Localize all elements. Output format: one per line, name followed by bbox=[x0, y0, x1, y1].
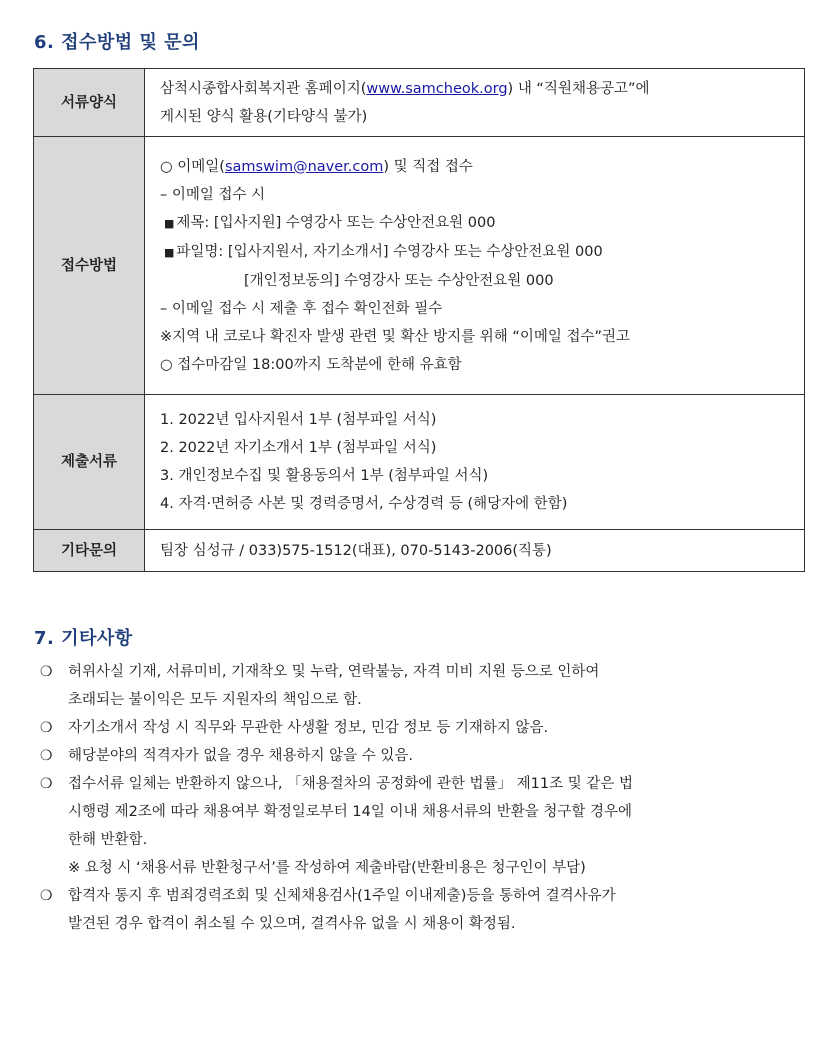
subject-format: 제목: [입사지원] 수영강사 또는 수상안전요원 000 bbox=[176, 214, 496, 231]
note-text: 초래되는 불이익은 모두 지원자의 책임으로 함. bbox=[68, 692, 362, 708]
method-line: ※지역 내 코로나 확진자 발생 관련 및 확산 방지를 위해 “이메일 접수”권고 bbox=[160, 328, 631, 345]
section-6-title: 6. 접수방법 및 문의 bbox=[34, 32, 200, 53]
homepage-link[interactable]: www.samcheok.org bbox=[366, 80, 508, 97]
note-remark: ※ 요청 시 ‘채용서류 반환청구서’를 작성하여 제출바람(반환비용은 청구인이 부담) bbox=[68, 860, 586, 876]
section-7-title: 7. 기타사항 bbox=[34, 628, 133, 649]
circle-bullet-icon: ❍ bbox=[40, 776, 53, 792]
list-item bbox=[40, 658, 808, 714]
square-bullet-icon: ■ bbox=[164, 245, 175, 259]
note-text: 접수서류 일체는 반환하지 않으나, 「채용절차의 공정화에 관한 법률」 제11조 및 같은 법 bbox=[68, 776, 633, 792]
method-line bbox=[160, 238, 792, 267]
method-line bbox=[160, 209, 792, 238]
method-line: – 이메일 접수 시 제출 후 접수 확인전화 필수 bbox=[160, 300, 443, 317]
filename-format: 파일명: [입사지원서, 자기소개서] 수영강사 또는 수상안전요원 000 bbox=[176, 243, 603, 260]
note-text: 한해 반환함. bbox=[68, 832, 148, 848]
notes-list bbox=[40, 658, 808, 938]
table-row bbox=[34, 530, 805, 572]
application-info-table bbox=[33, 68, 805, 572]
row-content-contact bbox=[145, 530, 805, 572]
note-text: 자기소개서 작성 시 직무와 무관한 사생활 정보, 민감 정보 등 기재하지 않음. bbox=[68, 720, 549, 736]
list-item bbox=[40, 714, 808, 742]
table-row bbox=[34, 395, 805, 530]
row-label-form: 서류양식 bbox=[34, 69, 145, 137]
form-line-1 bbox=[160, 75, 792, 103]
row-label-documents: 제출서류 bbox=[34, 395, 145, 530]
row-content-form bbox=[145, 69, 805, 137]
method-line: ○ 접수마감일 18:00까지 도착분에 한해 유효함 bbox=[160, 356, 462, 373]
list-item bbox=[40, 882, 808, 938]
email-line bbox=[160, 153, 792, 181]
note-text: 합격자 통지 후 범죄경력조회 및 신체채용검사(1주일 이내제출)등을 통하여 결격사유가 bbox=[68, 888, 616, 904]
circle-bullet-icon: ❍ bbox=[40, 720, 53, 736]
list-item bbox=[40, 742, 808, 770]
row-content-method bbox=[145, 137, 805, 395]
form-text-pre: 삼척시종합사회복지관 홈페이지( bbox=[160, 80, 367, 97]
document-item: 1. 2022년 입사지원서 1부 (첨부파일 서식) bbox=[160, 412, 437, 428]
row-label-method: 접수방법 bbox=[34, 137, 145, 395]
table-row bbox=[34, 137, 805, 395]
email-text-pre: ○ 이메일( bbox=[160, 158, 225, 175]
note-text: 시행령 제2조에 따라 채용여부 확정일로부터 14일 이내 채용서류의 반환을 청구할 경우에 bbox=[68, 804, 633, 820]
email-link[interactable]: samswim@naver.com bbox=[224, 158, 384, 175]
note-text: 허위사실 기재, 서류미비, 기재착오 및 누락, 연락불능, 자격 미비 지원 등으로 인하여 bbox=[68, 664, 600, 680]
note-text: 해당분야의 적격자가 없을 경우 채용하지 않을 수 있음. bbox=[68, 748, 414, 764]
table-row bbox=[34, 69, 805, 137]
row-label-contact: 기타문의 bbox=[34, 530, 145, 572]
email-text-post: ) 및 직접 접수 bbox=[383, 158, 473, 175]
contact-line: 팀장 심성규 / 033)575-1512(대표), 070-5143-2006(직통) bbox=[160, 542, 552, 559]
method-line: – 이메일 접수 시 bbox=[160, 186, 266, 203]
list-item bbox=[40, 770, 808, 882]
circle-bullet-icon: ❍ bbox=[40, 748, 53, 764]
form-line-2: 게시된 양식 활용(기타양식 불가) bbox=[160, 108, 368, 125]
document-item: 4. 자격·면허증 사본 및 경력증명서, 수상경력 등 (해당자에 한함) bbox=[160, 496, 568, 512]
method-line: [개인정보동의] 수영강사 또는 수상안전요원 000 bbox=[244, 272, 554, 289]
circle-bullet-icon: ❍ bbox=[40, 664, 53, 680]
circle-bullet-icon: ❍ bbox=[40, 888, 53, 904]
square-bullet-icon: ■ bbox=[164, 216, 175, 230]
row-content-documents bbox=[145, 395, 805, 530]
document-item: 2. 2022년 자기소개서 1부 (첨부파일 서식) bbox=[160, 440, 437, 456]
note-text: 발견된 경우 합격이 취소될 수 있으며, 결격사유 없을 시 채용이 확정됨. bbox=[68, 916, 516, 932]
document-item: 3. 개인정보수집 및 활용동의서 1부 (첨부파일 서식) bbox=[160, 468, 489, 484]
form-text-post: ) 내 “직원채용공고”에 bbox=[507, 80, 650, 97]
